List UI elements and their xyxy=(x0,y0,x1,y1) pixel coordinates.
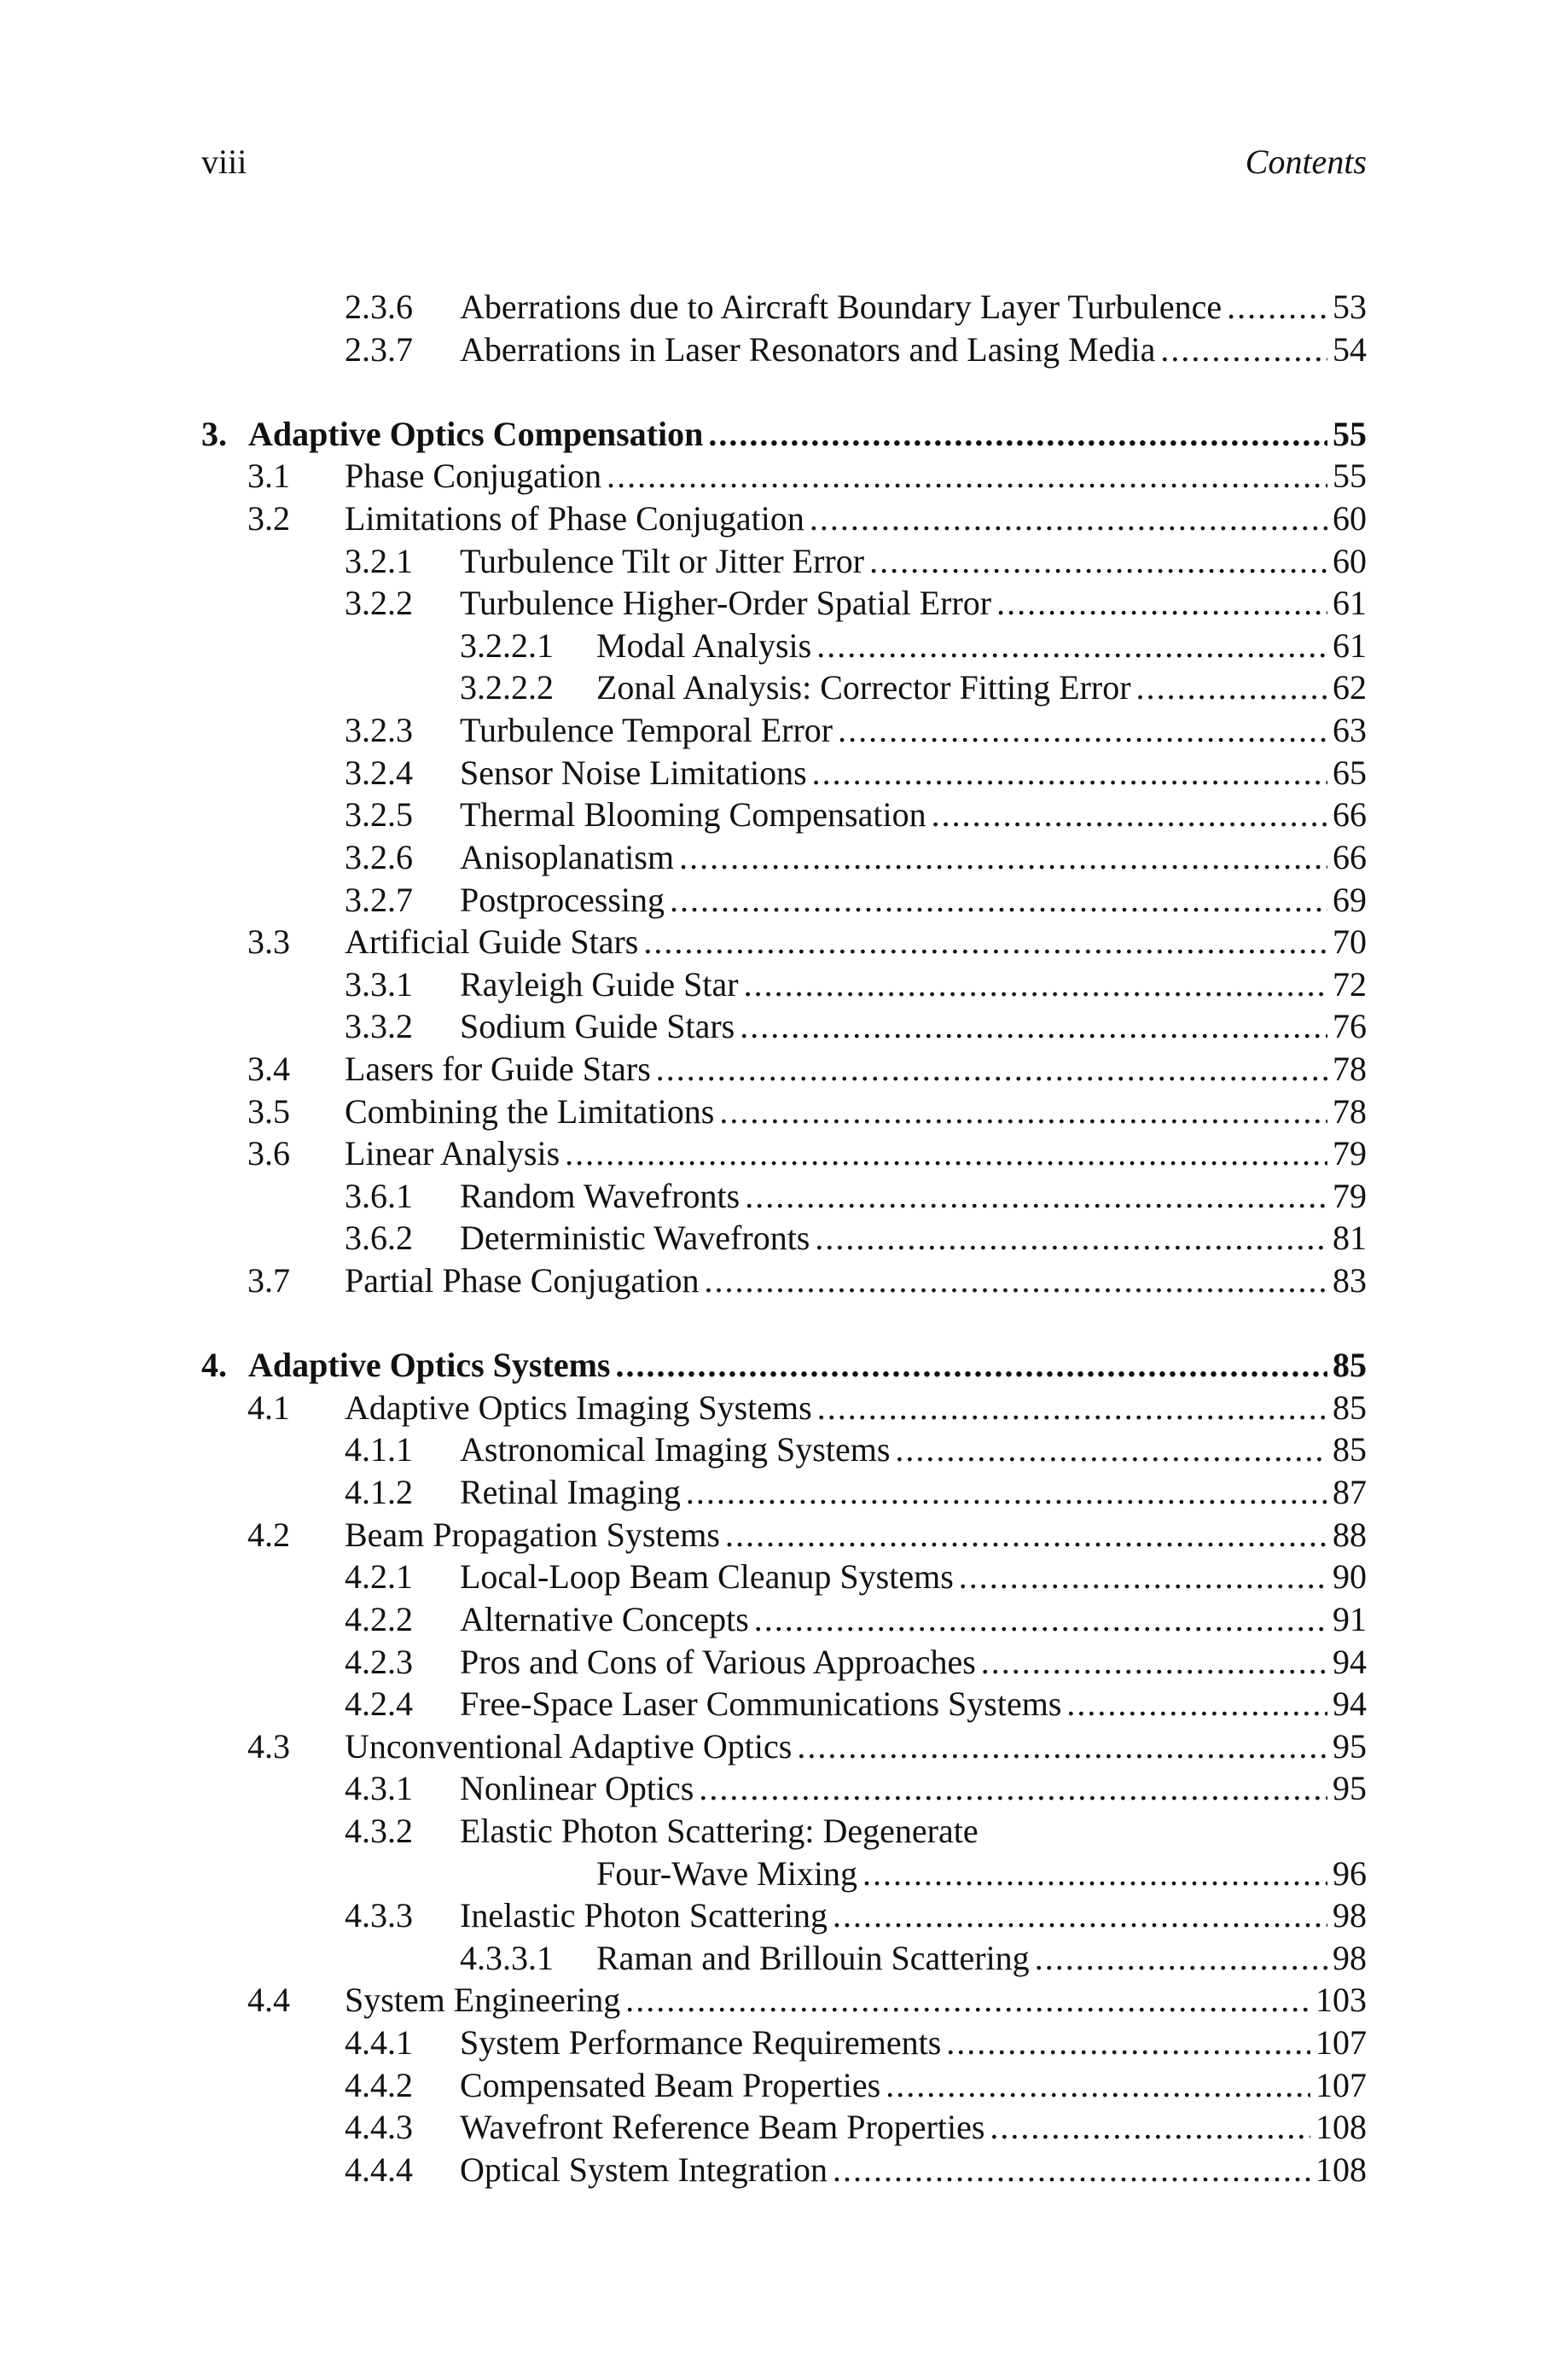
dot-leader xyxy=(996,582,1327,625)
toc-entry[interactable] xyxy=(201,1598,1367,1641)
toc-page-number: 91 xyxy=(1333,1599,1367,1638)
toc-entry-title: Turbulence Tilt or Jitter Error xyxy=(460,541,865,580)
toc-entry-line xyxy=(460,709,1367,752)
toc-page-number: 61 xyxy=(1333,584,1367,623)
toc-entry-title: Phase Conjugation xyxy=(345,457,602,496)
toc-entry-title: Rayleigh Guide Star xyxy=(460,964,739,1004)
toc-entry-title: Combining the Limitations xyxy=(345,1091,715,1131)
toc-entry-title: Adaptive Optics Systems xyxy=(248,1346,611,1385)
toc-entry-number: 3.2.1 xyxy=(345,541,413,580)
toc-entry-title: Adaptive Optics Imaging Systems xyxy=(345,1388,812,1427)
toc-entry-line xyxy=(460,2149,1367,2191)
toc-entry-title: Linear Analysis xyxy=(345,1134,560,1173)
toc-entry[interactable] xyxy=(201,455,1367,497)
toc-entry[interactable] xyxy=(201,286,1367,329)
toc-page-number: 63 xyxy=(1333,711,1367,750)
dot-leader xyxy=(740,1005,1327,1048)
toc-entry-title: Inelastic Photon Scattering xyxy=(460,1896,828,1935)
toc-entry-line xyxy=(345,497,1367,540)
toc-entry-number: 4.4.1 xyxy=(345,2022,413,2062)
toc-entry-number: 3.2.4 xyxy=(345,753,413,792)
toc-entry-number: 3.6.1 xyxy=(345,1176,413,1215)
toc-entry-title: Nonlinear Optics xyxy=(460,1769,694,1808)
dot-leader xyxy=(643,921,1327,963)
toc-entry-number: 4.1 xyxy=(247,1388,290,1427)
toc-entry-line xyxy=(460,2022,1367,2064)
toc-entry-line xyxy=(345,455,1367,497)
toc-entry[interactable] xyxy=(201,1556,1367,1598)
dot-leader xyxy=(812,752,1327,794)
toc-entry-line xyxy=(596,625,1367,667)
toc-entry-line xyxy=(460,1175,1367,1218)
toc-entry-number: 3.3 xyxy=(247,922,290,962)
toc-entry-number: 3.6 xyxy=(247,1134,290,1173)
toc-entry-title: Thermal Blooming Compensation xyxy=(460,795,926,835)
toc-page-number: 66 xyxy=(1333,837,1367,876)
dot-leader xyxy=(797,1725,1327,1768)
toc-entry[interactable] xyxy=(201,879,1367,922)
toc-page-number: 78 xyxy=(1333,1049,1367,1088)
dot-leader xyxy=(607,455,1327,497)
toc-entry-line xyxy=(460,540,1367,583)
dot-leader xyxy=(815,1217,1327,1260)
dot-leader xyxy=(1136,666,1327,709)
toc-entry[interactable] xyxy=(201,709,1367,752)
toc-entry-number: 4.3.3 xyxy=(345,1896,413,1935)
toc-entry-line xyxy=(345,1725,1367,1768)
toc-entry-number: 4.1.1 xyxy=(345,1430,413,1469)
dot-leader xyxy=(754,1598,1327,1641)
toc-page-number: 70 xyxy=(1333,922,1367,962)
toc-entry-line xyxy=(460,1428,1367,1471)
toc-entry-title: Unconventional Adaptive Optics xyxy=(345,1726,793,1766)
toc-page-number: 60 xyxy=(1333,541,1367,580)
toc-entry-number: 4.2 xyxy=(247,1515,290,1554)
dot-leader xyxy=(810,497,1327,540)
dot-leader xyxy=(1035,1937,1327,1980)
toc-entry-title: Raman and Brillouin Scattering xyxy=(596,1938,1030,1977)
toc-page-number: 69 xyxy=(1333,880,1367,919)
toc-page-number: 107 xyxy=(1315,2022,1367,2062)
toc-entry-title: Retinal Imaging xyxy=(460,1473,681,1512)
toc-entry[interactable] xyxy=(201,1471,1367,1514)
toc-page-number: 108 xyxy=(1315,2150,1367,2189)
toc-entry-number: 3.2.6 xyxy=(345,837,413,876)
toc-page-number: 66 xyxy=(1333,795,1367,835)
dot-leader xyxy=(990,2106,1310,2149)
toc-entry-line xyxy=(460,286,1367,329)
toc-entry[interactable] xyxy=(201,1641,1367,1684)
toc-entry[interactable] xyxy=(201,1514,1367,1556)
toc-entry[interactable] xyxy=(201,497,1367,540)
toc-page-number: 79 xyxy=(1333,1176,1367,1215)
toc-page-number: 76 xyxy=(1333,1007,1367,1046)
toc-entry-line xyxy=(345,1132,1367,1175)
table-of-contents xyxy=(201,286,1367,2191)
toc-entry-title: Zonal Analysis: Corrector Fitting Error xyxy=(596,668,1131,707)
toc-entry-title: Anisoplanatism xyxy=(460,837,675,876)
toc-entry-number: 3.5 xyxy=(247,1091,290,1131)
toc-page-number: 103 xyxy=(1315,1981,1367,2020)
toc-entry-title: System Performance Requirements xyxy=(460,2022,942,2062)
toc-entry-line xyxy=(460,879,1367,922)
toc-entry-number: 4.3.1 xyxy=(345,1769,413,1808)
toc-entry-line xyxy=(345,921,1367,963)
toc-entry-title: Astronomical Imaging Systems xyxy=(460,1430,891,1469)
toc-page-number: 85 xyxy=(1333,1430,1367,1469)
toc-entry-line xyxy=(345,1514,1367,1556)
toc-entry-title: Aberrations due to Aircraft Boundary Layer Turbulence xyxy=(460,288,1222,326)
toc-entry-title: Deterministic Wavefronts xyxy=(460,1219,810,1258)
toc-entry-line xyxy=(460,2064,1367,2107)
toc-entry[interactable] xyxy=(201,1387,1367,1429)
toc-entry-number: 2.3.6 xyxy=(345,288,413,326)
toc-entry-title: Wavefront Reference Beam Properties xyxy=(460,2108,985,2147)
dot-leader xyxy=(745,1175,1327,1218)
toc-entry-number: 4.2.2 xyxy=(345,1599,413,1638)
toc-entry[interactable] xyxy=(201,2022,1367,2064)
toc-entry[interactable] xyxy=(201,2064,1367,2107)
toc-entry-line xyxy=(596,1937,1367,1980)
toc-page-number: 108 xyxy=(1315,2108,1367,2147)
dot-leader xyxy=(670,879,1327,922)
toc-entry-number: 2.3.7 xyxy=(345,329,413,369)
toc-entry-title: Turbulence Higher-Order Spatial Error xyxy=(460,584,992,623)
toc-entry-line xyxy=(460,1894,1367,1937)
toc-page-number: 54 xyxy=(1333,329,1367,369)
toc-entry-title: Partial Phase Conjugation xyxy=(345,1261,700,1300)
toc-entry[interactable] xyxy=(201,1937,1367,1980)
toc-entry-line xyxy=(460,752,1367,794)
dot-leader xyxy=(833,1894,1327,1937)
toc-entry[interactable] xyxy=(201,1260,1367,1302)
toc-entry-line xyxy=(460,1005,1367,1048)
toc-entry[interactable] xyxy=(201,963,1367,1006)
dot-leader xyxy=(932,794,1327,836)
toc-entry-title: Lasers for Guide Stars xyxy=(345,1049,651,1088)
toc-entry-number: 4. xyxy=(201,1346,227,1385)
toc-entry[interactable] xyxy=(201,582,1367,625)
toc-entry-number: 4.4.2 xyxy=(345,2065,413,2104)
toc-entry-line xyxy=(596,666,1367,709)
toc-page-number: 53 xyxy=(1333,288,1367,326)
toc-entry-title: Aberrations in Laser Resonators and Lasing Media xyxy=(460,329,1156,369)
toc-page-number: 95 xyxy=(1333,1769,1367,1808)
toc-entry[interactable] xyxy=(201,1853,1367,1895)
toc-page-number: 55 xyxy=(1333,414,1367,453)
toc-entry-line xyxy=(460,1767,1367,1810)
toc-entry-number: 4.4 xyxy=(247,1981,290,2020)
dot-leader xyxy=(679,836,1327,879)
toc-entry-number: 4.4.4 xyxy=(345,2150,413,2189)
dot-leader xyxy=(719,1091,1327,1133)
toc-entry-number: 3.4 xyxy=(247,1049,290,1088)
dot-leader xyxy=(699,1767,1327,1810)
toc-entry[interactable] xyxy=(201,1175,1367,1218)
toc-page-number: 61 xyxy=(1333,625,1367,665)
toc-page-number: 60 xyxy=(1333,499,1367,538)
dot-leader xyxy=(708,413,1327,456)
toc-entry-number: 3.3.1 xyxy=(345,964,413,1004)
toc-page-number: 79 xyxy=(1333,1134,1367,1173)
page-folio: viii xyxy=(201,143,247,181)
section-spacer xyxy=(201,1302,1367,1345)
toc-entry-line xyxy=(460,2106,1367,2149)
toc-entry-number: 4.3 xyxy=(247,1726,290,1766)
toc-entry-title: Pros and Cons of Various Approaches xyxy=(460,1642,976,1681)
toc-entry[interactable] xyxy=(201,1005,1367,1048)
toc-entry[interactable] xyxy=(201,1810,1367,1853)
toc-page-number: 98 xyxy=(1333,1896,1367,1935)
toc-entry-number: 3.1 xyxy=(247,457,290,496)
toc-entry-number: 4.2.3 xyxy=(345,1642,413,1681)
toc-entry-line xyxy=(345,1048,1367,1091)
dot-leader xyxy=(833,2149,1310,2191)
toc-entry[interactable] xyxy=(201,1979,1367,2022)
toc-page-number: 72 xyxy=(1333,964,1367,1004)
dot-leader xyxy=(615,1344,1327,1387)
toc-entry-number: 3.2.7 xyxy=(345,880,413,919)
toc-entry-line xyxy=(460,582,1367,625)
toc-page-number: 62 xyxy=(1333,668,1367,707)
toc-entry-title: Four-Wave Mixing xyxy=(596,1853,857,1893)
toc-entry-title: Postprocessing xyxy=(460,880,665,919)
toc-entry-line xyxy=(460,1471,1367,1514)
dot-leader xyxy=(565,1132,1327,1175)
toc-page-number: 55 xyxy=(1333,457,1367,496)
dot-leader xyxy=(886,2064,1310,2107)
toc-entry[interactable] xyxy=(201,836,1367,879)
toc-entry-line xyxy=(460,1683,1367,1725)
toc-entry[interactable] xyxy=(201,1894,1367,1937)
toc-entry-number: 4.4.3 xyxy=(345,2108,413,2147)
toc-entry-title: Artificial Guide Stars xyxy=(345,922,639,962)
toc-entry-number: 3.7 xyxy=(247,1261,290,1300)
toc-entry-line xyxy=(460,1641,1367,1684)
dot-leader xyxy=(744,963,1327,1006)
toc-entry-title: Alternative Concepts xyxy=(460,1599,749,1638)
toc-entry-line xyxy=(460,836,1367,879)
toc-entry[interactable] xyxy=(201,540,1367,583)
toc-entry-title: Free-Space Laser Communications Systems xyxy=(460,1684,1062,1724)
toc-page-number: 90 xyxy=(1333,1557,1367,1597)
toc-entry-title: Compensated Beam Properties xyxy=(460,2065,881,2104)
toc-page-number: 65 xyxy=(1333,753,1367,792)
dot-leader xyxy=(959,1556,1327,1598)
toc-entry-number: 3.2.5 xyxy=(345,795,413,835)
toc-page-number: 96 xyxy=(1333,1853,1367,1893)
toc-entry[interactable] xyxy=(201,794,1367,836)
toc-page-number: 94 xyxy=(1333,1642,1367,1681)
toc-page-number: 85 xyxy=(1333,1346,1367,1385)
toc-entry[interactable] xyxy=(201,1048,1367,1091)
dot-leader xyxy=(725,1514,1327,1556)
toc-entry-line xyxy=(596,1853,1367,1895)
dot-leader xyxy=(838,709,1327,752)
toc-entry-line xyxy=(460,963,1367,1006)
toc-entry-number: 3.6.2 xyxy=(345,1219,413,1258)
toc-entry-line xyxy=(345,1260,1367,1302)
running-title: Contents xyxy=(1245,143,1367,181)
dot-leader xyxy=(862,1853,1327,1895)
toc-entry[interactable] xyxy=(201,1767,1367,1810)
dot-leader xyxy=(816,625,1327,667)
toc-entry-line xyxy=(460,1598,1367,1641)
dot-leader xyxy=(686,1471,1327,1514)
dot-leader xyxy=(946,2022,1310,2064)
toc-entry-number: 4.3.2 xyxy=(345,1811,413,1850)
toc-entry-title: Local-Loop Beam Cleanup Systems xyxy=(460,1557,954,1597)
toc-entry-title: Beam Propagation Systems xyxy=(345,1515,720,1554)
dot-leader xyxy=(981,1641,1327,1684)
toc-page-number: 95 xyxy=(1333,1726,1367,1766)
toc-entry[interactable] xyxy=(201,1428,1367,1471)
toc-entry-title: Optical System Integration xyxy=(460,2150,828,2189)
toc-chapter-entry[interactable] xyxy=(201,1344,1367,1387)
toc-entry-number: 4.2.1 xyxy=(345,1557,413,1597)
toc-entry-number: 3.2.2.2 xyxy=(460,668,554,707)
toc-page-number: 94 xyxy=(1333,1684,1367,1724)
toc-entry-line xyxy=(460,794,1367,836)
toc-entry[interactable] xyxy=(201,1217,1367,1260)
dot-leader xyxy=(656,1048,1327,1091)
toc-entry-number: 4.2.4 xyxy=(345,1684,413,1724)
toc-entry[interactable] xyxy=(201,666,1367,709)
toc-page-number: 81 xyxy=(1333,1219,1367,1258)
toc-entry-title: Sodium Guide Stars xyxy=(460,1007,735,1046)
toc-entry[interactable] xyxy=(201,2149,1367,2191)
running-head xyxy=(201,137,1367,188)
toc-page-number: 83 xyxy=(1333,1261,1367,1300)
toc-entry-line xyxy=(345,1387,1367,1429)
toc-page-number: 85 xyxy=(1333,1388,1367,1427)
toc-entry[interactable] xyxy=(201,1091,1367,1133)
toc-entry-line xyxy=(345,1979,1367,2022)
toc-entry[interactable] xyxy=(201,921,1367,963)
toc-chapter-entry[interactable] xyxy=(201,413,1367,456)
dot-leader xyxy=(895,1428,1327,1471)
toc-entry[interactable] xyxy=(201,2106,1367,2149)
toc-entry-line xyxy=(460,329,1367,371)
toc-entry[interactable] xyxy=(201,1683,1367,1725)
toc-entry-number: 4.1.2 xyxy=(345,1473,413,1512)
toc-entry-line xyxy=(460,1810,1367,1853)
toc-entry-line xyxy=(460,1217,1367,1260)
toc-entry-title: Adaptive Optics Compensation xyxy=(248,414,704,453)
toc-entry-number: 3. xyxy=(201,414,227,453)
dot-leader xyxy=(1160,329,1327,371)
dot-leader xyxy=(705,1260,1327,1302)
toc-entry[interactable] xyxy=(201,329,1367,371)
dot-leader xyxy=(869,540,1327,583)
toc-entry[interactable] xyxy=(201,1725,1367,1768)
toc-entry-number: 3.2 xyxy=(247,499,290,538)
toc-entry-line xyxy=(345,1091,1367,1133)
toc-entry-title: Turbulence Temporal Error xyxy=(460,711,833,750)
dot-leader xyxy=(1227,286,1327,329)
toc-entry-title: Elastic Photon Scattering: Degenerate xyxy=(460,1811,979,1850)
toc-entry-number: 3.2.3 xyxy=(345,711,413,750)
toc-entry-number: 4.3.3.1 xyxy=(460,1938,554,1977)
toc-page-number: 78 xyxy=(1333,1091,1367,1131)
toc-entry-title: Random Wavefronts xyxy=(460,1176,740,1215)
dot-leader xyxy=(817,1387,1327,1429)
toc-entry[interactable] xyxy=(201,752,1367,794)
toc-entry-title: Limitations of Phase Conjugation xyxy=(345,499,804,538)
section-spacer xyxy=(201,370,1367,413)
toc-entry-number: 3.3.2 xyxy=(345,1007,413,1046)
toc-entry[interactable] xyxy=(201,1132,1367,1175)
dot-leader xyxy=(1066,1683,1327,1725)
toc-page-number: 88 xyxy=(1333,1515,1367,1554)
toc-entry-line xyxy=(248,413,1367,456)
toc-page-number: 98 xyxy=(1333,1938,1367,1977)
toc-entry-number: 3.2.2 xyxy=(345,584,413,623)
toc-page-number: 87 xyxy=(1333,1473,1367,1512)
dot-leader xyxy=(625,1979,1310,2022)
toc-entry-line xyxy=(460,1556,1367,1598)
toc-entry-title: Modal Analysis xyxy=(596,625,812,665)
toc-entry-title: Sensor Noise Limitations xyxy=(460,753,807,792)
toc-entry-line xyxy=(248,1344,1367,1387)
toc-entry[interactable] xyxy=(201,625,1367,667)
toc-entry-number: 3.2.2.1 xyxy=(460,625,554,665)
toc-page-number: 107 xyxy=(1315,2065,1367,2104)
toc-entry-title: System Engineering xyxy=(345,1981,621,2020)
